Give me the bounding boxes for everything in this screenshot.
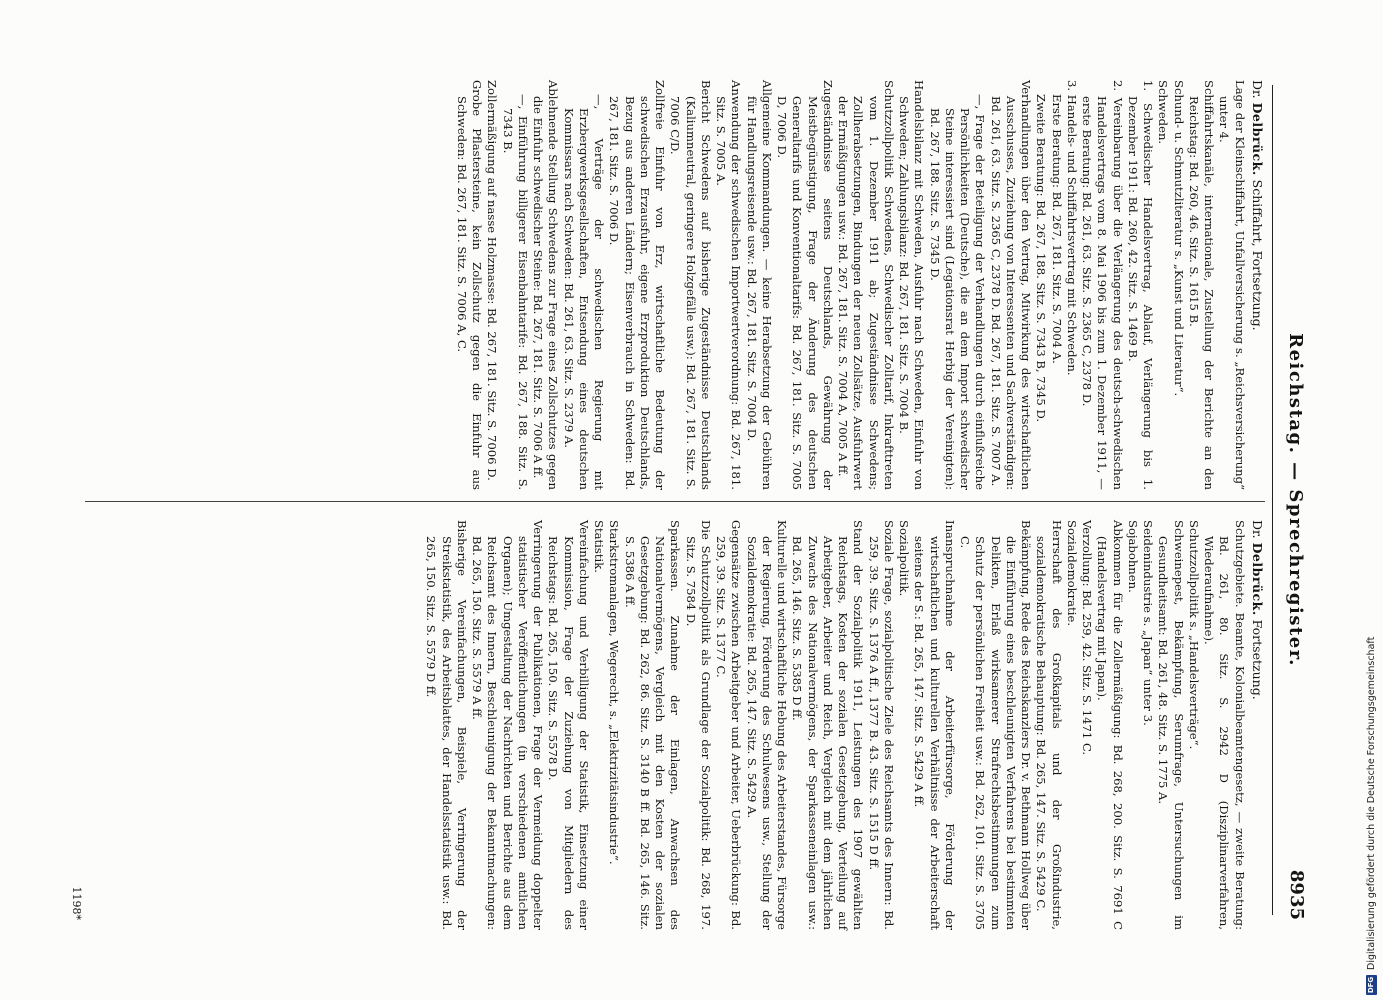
register-entry: Kulturelle und wirtschaftliche Hebung des Arbeiterstandes, Fürsorge der Regierung, Förderung des Schulwesens usw., Stellung der Sozialdemokratie: Bd. 265, 147. Sitz. S. 5429 A. [744, 520, 790, 930]
register-entry: Sozialpolitik. [897, 520, 912, 597]
page-number: 8935 [1286, 869, 1307, 920]
digitization-text: Digitalisierung gefördert durch die Deutsche Forschungsgemeinschaft [1365, 636, 1377, 970]
register-entry: Schweinepest, Bekämpfung, Serumfrage, Untersuchungen im Gesundheitsamt: Bd. 261, 48. Sitz. S. 1775 A. [1156, 520, 1186, 930]
register-entry: Lage der Kleinschiffahrt, Unfallversicherung s. „Reichsversicherung“ unter 4. [1217, 80, 1247, 490]
register-entry: Schund- u. Schmutzliteratur s. „Kunst und Literatur“. [1171, 80, 1186, 397]
register-entry: 3. Handels- und Schiffahrtsvertrag mit Schweden. [1065, 80, 1079, 376]
left-column [454, 80, 1265, 490]
register-entry: Herrschaft des Großkapitals und der Großindustrie, sozialdemokratische Behauptung: Bd. 265, 147. Sitz. S. 5429 C. [1034, 520, 1064, 930]
register-entry: 1. Schwedischer Handelsvertrag, Ablauf, Verlängerung bis 1. Dezember 1911: Bd. 260, 42. Sitz. S. 1469 B. [1126, 80, 1156, 490]
register-entry: Zollfreie Einfuhr von Erz, wirtschaftliche Bedeutung der schwedischen Erzausfuhr, eigene Erzproduktion Deutschlands, Bezug aus anderen Ländern; Eisenverbrauch in Schweden: Bd. 267, 181. Sitz. S. 7006 D. [607, 80, 668, 490]
register-entry: Gegensätze zwischen Arbeitgeber und Arbeiter, Ueberbrückung: Bd. 259, 39. Sitz. S. 1377 C. [714, 520, 744, 930]
left-column-heading [1250, 80, 1265, 490]
register-entry: Zweite Beratung: Bd. 267, 188. Sitz. S. 7343 B, 7345 D. [1034, 94, 1049, 423]
heading-continuation: Schiffahrt, Fortsetzung. [1250, 179, 1265, 331]
register-entry: —, Einführung billigerer Eisenbahntarife: Bd. 267, 188. Sitz. S. 7343 B. [500, 94, 530, 490]
register-entry: Anwendung der schwedischen Importwertverordnung: Bd. 267, 181. Sitz. S. 7005 A. [714, 80, 744, 490]
register-entry: 2. Vereinbarung über die Verlängerung des deutsch-schwedischen Handelsvertrags vom 8. Mai 1906 bis zum 1. Dezember 1911, — erste Beratung: Bd. 261, 63. Sitz. S. 2365 C, 2378 D. [1080, 80, 1125, 490]
register-entry: Handelsbilanz mit Schweden, Ausfuhr nach Schweden, Einfuhr von Schweden; Zahlungsbilanz: Bd. 267, 181. Sitz. S. 7004 B. [897, 80, 927, 490]
register-entry: Sparkassen. Zunahme der Einlagen, Anwachsen des Nationalvermögens, Vergleich mit den Kosten der sozialen Gesetzgebung: Bd. 262, 86. Sitz. S. 3140 B ff. Bd. 265, 146. Sitz. S. 5386 A ff. [622, 520, 683, 930]
register-entry: Schweden. [1156, 80, 1171, 145]
right-column-heading [1250, 520, 1265, 930]
register-entry: Verzollung: Bd. 259, 42. Sitz. S. 1471 C. [1080, 520, 1095, 756]
register-entry: Bisherige Vereinfachungen, Beispiele, Verringerung der Streikstatistik, des Arbeitsblattes, der Handelsstatistik usw.: Bd. 265, 150. Sitz. S. 5579 D ff. [424, 520, 469, 930]
register-entry: Schutzzollpolitik s. „Handelsverträge“. [1187, 520, 1201, 750]
register-entry: Allgemeine Kommandungen. — keine Herabsetzung der Gebühren für Handlungsreisende usw.: Bd. 267, 181. Sitz. S. 7004 D. [744, 80, 774, 490]
register-entry: Zollermäßigung auf nasse Holzmasse: Bd. 267, 181. Sitz. S. 7006 D. [485, 80, 500, 481]
running-head: Reichstag. — Sprechregister. [1285, 333, 1307, 667]
speaker-name: Delbrück. [1250, 542, 1265, 616]
column-divider [85, 501, 1265, 502]
register-entry: Abkommen für die Zollermäßigung: Bd. 268, 200. Sitz. S. 7691 C (Handelsvertrag mit Japan). [1095, 520, 1125, 930]
register-entry: Verringerung der Publikationen, Frage der Vermeidung doppelter statistischer Veröffentlichungen (in verschiedenen amtlichen Organen); Umgestaltung der Nachrichten und Berichte aus dem Reichsamt des Innern, Beschleunigung der Bekanntmachungen: Bd. 265, 150. Sitz. S. 5579 A ff. [470, 520, 546, 930]
right-column [423, 520, 1265, 930]
register-entry: Bericht Schwedens auf bisherige Zugeständnisse Deutschlands (Kaliumneutral, geringere Holzgefälle usw.): Bd. 267, 181. Sitz. S. 7006 C/D. [668, 80, 713, 490]
header-rule [1272, 85, 1273, 915]
register-entry: Sozialdemokratie. [1065, 520, 1079, 627]
heading-continuation: Fortsetzung. [1250, 619, 1265, 700]
signature-mark: 1198* [70, 886, 83, 920]
register-entry: —, Verträge der schwedischen Regierung mit Erzbergwerksgesellschaften, Entsendung eines deutschen Kommissars nach Schweden: Bd. 261, 63. Sitz. S. 2379 A. [561, 94, 607, 490]
register-entry: Die Schutzzollpolitik als Grundlage der Sozialpolitik: Bd. 268, 197. Sitz. S. 7584 D. [683, 520, 713, 930]
register-entry: Starkstromanlagen, Wegerecht, s. „Elektrizitätsindustrie“. [607, 520, 622, 865]
dfg-logo: DFG [1366, 976, 1375, 994]
register-entry: Vereinfachung und Verbilligung der Statistik, Einsetzung einer Kommission, Frage der Zuziehung von Mitgliedern des Reichstags: Bd. 265, 150. Sitz. S. 5578 D. [546, 520, 591, 930]
register-entry: Grobe Pflastersteine, kein Zollschutz gegen die Einfuhr aus Schweden: Bd. 267, 181. Sitz. S. 7006 A, C. [455, 80, 485, 490]
heading-title-prefix: Dr. [1250, 520, 1265, 539]
right-entries [423, 520, 1247, 930]
register-entry: Zugeständnisse seitens Deutschlands, Gewährung der Meistbegünstigung, Frage der Änderung des deutschen Generaltarifs und Konventionaltarifs: Bd. 267, 181. Sitz. S. 7005 D, 7006 D. [775, 80, 835, 490]
heading-title-prefix: Dr. [1250, 80, 1265, 99]
speaker-name: Delbrück. [1250, 102, 1265, 176]
digitization-note [1362, 0, 1380, 995]
register-entry: —, Frage der Beteiligung der Verhandlungen durch einflußreiche Persönlichkeiten (Deutsche), die an dem Import schwedischer Steine interessiert sind (Legationsrat Herbig der Vereinigten): Bd. 267, 188. Sitz. S. 7345 D. [927, 94, 988, 490]
register-entry: Inanspruchnahme der Arbeiterfürsorge, Förderung der wirtschaftlichen und kulturellen Verhältnisse der Arbeiterschaft seitens der S.: Bd. 265, 147. Sitz. S. 5429 A ff. [912, 520, 957, 930]
register-entry: Verhandlungen über den Vertrag, Mitwirkung des wirtschaftlichen Ausschusses, Zuziehung von Interessenten und Sachverständigen: Bd. 261, 63. Sitz. S. 2365 C, 2378 D. Bd. 267, 181. Sitz. S. 7007 A. [988, 80, 1034, 490]
register-entry: Ablehnende Stellung Schwedens zur Frage eines Zollschutzes gegen die Einfuhr schwedischer Steine: Bd. 267, 181. Sitz. S. 7006 A ff. [531, 80, 561, 490]
register-entry: Schutzzollpolitik Schwedens, Schwedischer Zolltarif, Inkrafttreten vom 1. Dezember 1911 ab; Zugeständnisse Schwedens; Zollherabsetzungen, Bindungen der neuen Zollsätze, Ausfuhrwert der Ermäßigungen usw.: Bd. 267, 181. Sitz. S. 7004 A, 7005 A ff. [836, 80, 896, 490]
register-entry: Stand der Sozialpolitik 1911, Leistungen des 1907 gewählten Reichstags, Kosten der sozialen Gesetzgebung, Verteilung auf Arbeitgeber, Arbeiter und Reich, Vergleich mit dem jährlichen Zuwachs des Nationalvermögens, der Sparkasseneinlagen usw.: Bd. 265, 146. Sitz. S. 5385 D ff. [790, 520, 866, 930]
left-entries [454, 80, 1247, 490]
register-entry: Sojabohnen. [1126, 520, 1140, 593]
register-entry: Bekämpfung, Rede des Reichskanzlers Dr. v. Bethmann Hollweg über die Einführung eines beschleunigten Verfahrens bei bestimmten Delikten, Erlaß wirksamerer Strafrechtsbestimmungen zum Schutz der persönlichen Freiheit usw.: Bd. 262, 101. Sitz. S. 3705 C. [958, 520, 1034, 930]
register-entry: Seidenindustrie s. „Japan“ unter 3. [1141, 520, 1156, 726]
register-entry: Schiffahrtskanäle, internationale, Zustellung der Berichte an den Reichstag: Bd. 260, 46. Sitz. S. 1615 B. [1187, 80, 1217, 490]
register-entry: Soziale Frage, sozialpolitische Ziele des Reichsamts des Innern: Bd. 259, 39. Sitz. S. 1376 A ff., 1377 B. 43. Sitz. S. 1515 D ff. [866, 520, 896, 930]
register-entry: Statistik. [592, 520, 607, 573]
register-entry: Erste Beratung: Bd. 267, 181. Sitz. S. 7004 A. [1049, 94, 1064, 364]
register-entry: Schutzgebiete. Beamte, Kolonialbeamtengesetz, — zweite Beratung: Bd. 261, 80. Sitz. S. 2942 D (Disziplinarverfahren, Wiederaufnahme). [1202, 520, 1247, 930]
